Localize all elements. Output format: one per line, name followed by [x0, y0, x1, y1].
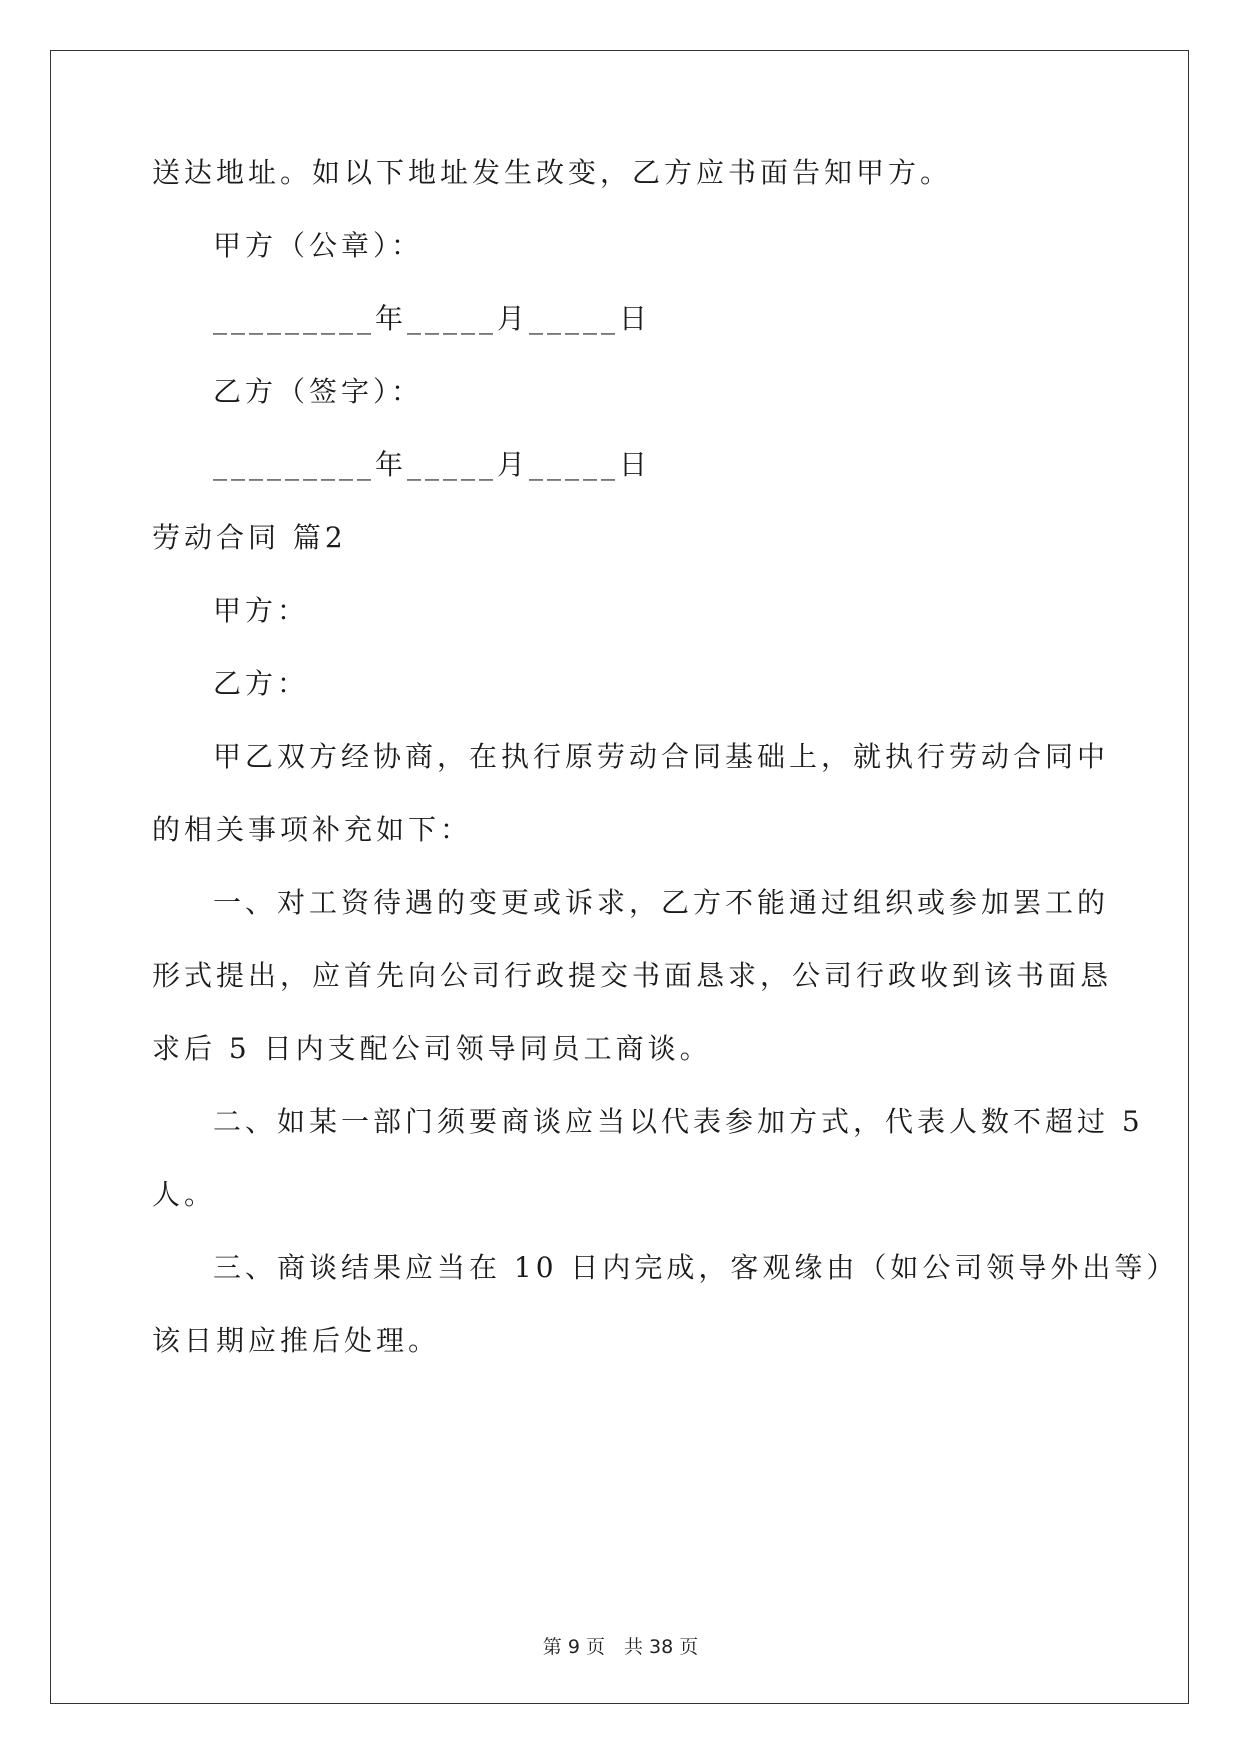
party-a-label: 甲方： — [213, 594, 310, 627]
page-number: 第 9 页 共 38 页 — [542, 1636, 699, 1658]
clause-1-line: 求后 5 日内支配公司领导同员工商谈。 — [152, 1032, 712, 1065]
page-border — [50, 50, 1189, 1704]
clause-2-line: 二、如某一部门须要商谈应当以代表参加方式，代表人数不超过 5 — [213, 1105, 1144, 1138]
party-b-signature-label: 乙方（签字）： — [213, 375, 424, 408]
paragraph-line: 的相关事项补充如下： — [152, 813, 473, 846]
party-b-label: 乙方： — [213, 667, 310, 700]
clause-3-line: 该日期应推后处理。 — [152, 1324, 441, 1357]
clause-1-line: 一、对工资待遇的变更或诉求，乙方不能通过组织或参加罢工的 — [213, 886, 1110, 919]
clause-3-line: 三、商谈结果应当在 10 日内完成，客观缘由（如公司领导外出等） — [213, 1251, 1179, 1284]
party-b-date-line: _________年_____月_____日 — [213, 448, 652, 481]
clause-2-line: 人。 — [152, 1178, 217, 1211]
paragraph-line: 送达地址。如以下地址发生改变，乙方应书面告知甲方。 — [152, 156, 953, 189]
clause-1-line: 形式提出，应首先向公司行政提交书面恳求，公司行政收到该书面恳 — [152, 959, 1113, 992]
paragraph-line: 甲乙双方经协商，在执行原劳动合同基础上，就执行劳动合同中 — [213, 740, 1110, 773]
party-a-date-line: _________年_____月_____日 — [213, 302, 652, 335]
party-a-seal-label: 甲方（公章）： — [213, 229, 424, 262]
section-heading: 劳动合同 篇2 — [152, 521, 347, 554]
